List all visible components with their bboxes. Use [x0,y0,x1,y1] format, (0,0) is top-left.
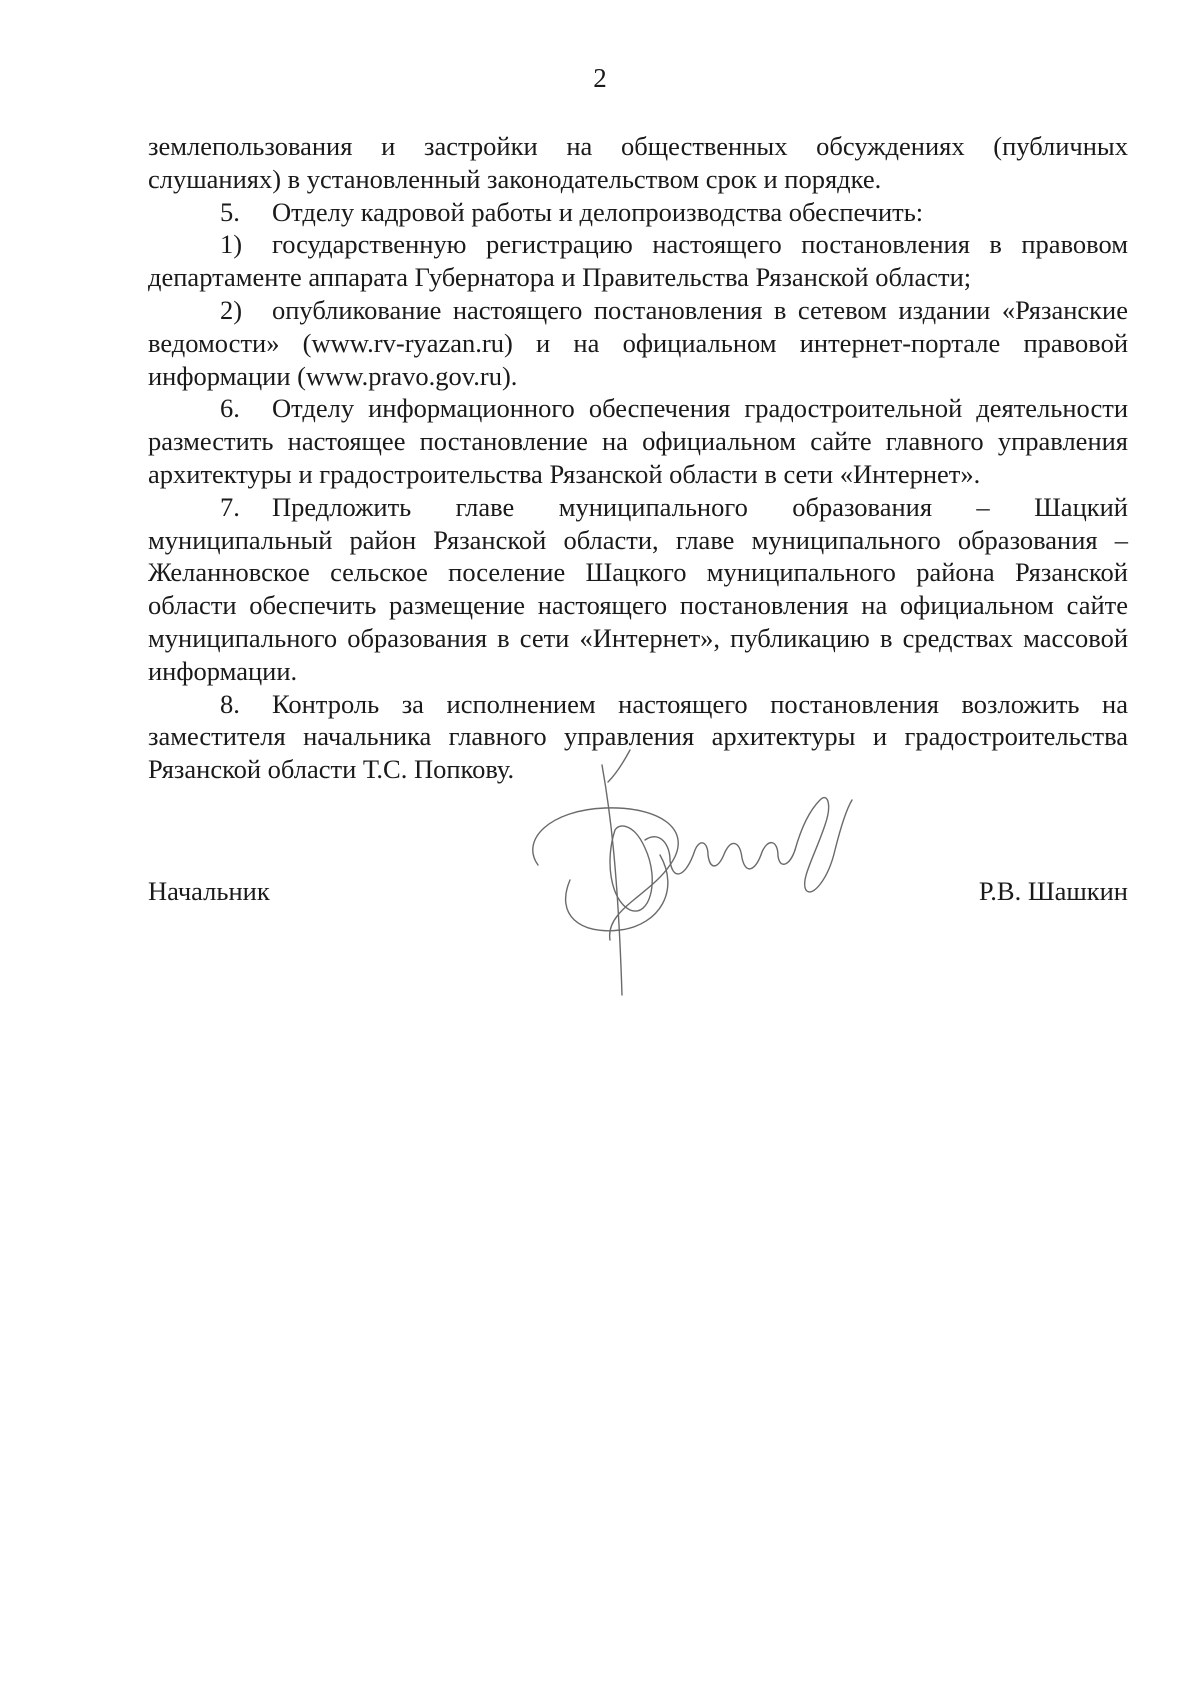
document-body [148,130,1128,786]
paragraph-text: Предложить главе муниципального образования – Шацкий муниципальный район Рязанской области, главе муниципального образования – Желанновское сельское поселение Шацкого муниципального района Рязанской области обеспечить размещение настоящего постановления на официальном сайте муниципального образования в сети «Интернет», публикацию в средствах массовой информации. [148,491,1128,686]
paragraph-text: Отделу кадровой работы и делопроизводства обеспечить: [272,196,924,227]
paragraph-text: Контроль за исполнением настоящего постановления возложить на заместителя начальника главного управления архитектуры и градостроительства Рязанской области Т.С. Попкову. [148,688,1128,785]
signature-stroke [608,750,630,782]
paragraph-number: 6. [220,393,240,424]
signatory-title: Начальник [148,876,270,906]
paragraph-number: 2) [220,294,243,325]
signatory-name: Р.В. Шашкин [978,876,1128,906]
paragraph-number: 7. [220,491,240,522]
signature-stroke [795,798,852,892]
paragraph-text: государственную регистрацию настоящего постановления в правовом департаменте аппарата Губернатора и Правительства Рязанской области; [148,229,1128,293]
paragraph-text: Отделу информационного обеспечения градостроительной деятельности разместить настоящее постановление на официальном сайте главного управления архитектуры и градостроительства Рязанской области в сети «Интернет». [148,393,1128,489]
handwritten-signature [510,730,910,1010]
paragraph-subitem-1 [148,228,1128,294]
paragraph-number: 1) [220,229,243,260]
signature-stroke [533,808,678,940]
paragraph-item-7 [148,491,1128,688]
paragraph-number: 5. [220,196,240,227]
paragraph-text: землепользования и застройки на общественных обсуждениях (публичных слушаниях) в установленный законодательством срок и порядке. [148,131,1128,194]
paragraph-text: опубликование настоящего постановления в сетевом издании «Рязанские ведомости» (www.rv-ryazan.ru) и на официальном интернет-портале правовой информации (www.pravo.gov.ru). [148,294,1128,391]
paragraph-continuation [148,130,1128,196]
page-number: 2 [593,63,607,93]
paragraph-item-6 [148,392,1128,490]
paragraph-subitem-2 [148,294,1128,392]
paragraph-number: 8. [220,688,240,719]
paragraph-item-5 [148,196,1128,229]
